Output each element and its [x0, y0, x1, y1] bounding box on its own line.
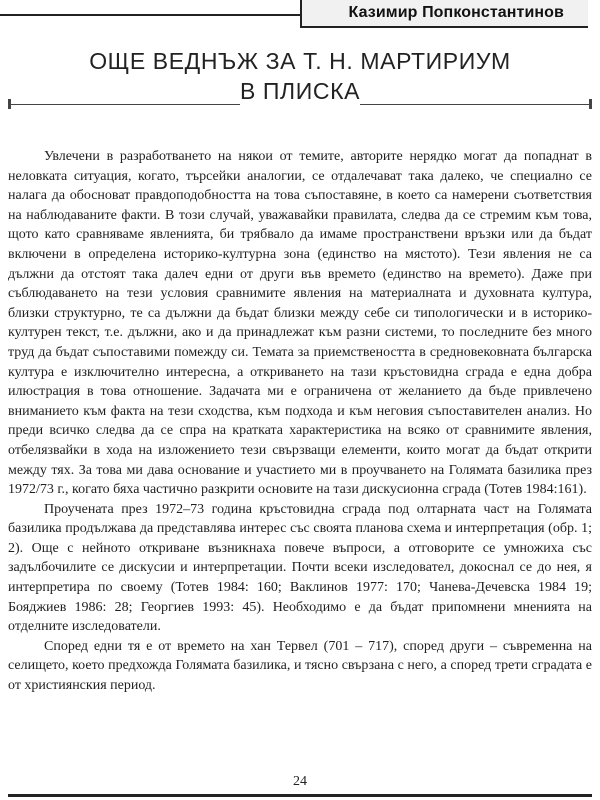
- article-body: [8, 147, 592, 696]
- title-rule-right: [360, 104, 592, 105]
- article-title-line-2: В ПЛИСКА: [239, 78, 361, 104]
- footer-rule: [8, 794, 592, 797]
- article-title-line-1: ОЩЕ ВЕДНЪЖ ЗА Т. Н. МАРТИРИУМ: [89, 48, 511, 74]
- paragraph-2: Проучената през 1972–73 година кръстовидна сграда под олтарната част на Голямата базилика продължава да представлява интерес със своята планова схема и интерпретация (обр. 1; 2). Още с нейното откриване възникнаха повече въпроси, а отговорите се умножиха със задълбочилите се дискусии и интерпретации. Почти всеки изследовател, докоснал се до нея, я интерпретира по своему (Тотев 1984: 160; Ваклинов 1977: 170; Чанева-Дечевска 1984 19; Бояджиев 1986: 28; Георгиев 1993: 45). Необходимо е да бъдат припомнени мненията на отделните изследователи.: [8, 501, 592, 635]
- running-header: [0, 0, 600, 30]
- header-rule: [0, 14, 300, 16]
- paragraph-3: Според едни тя е от времето на хан Тервел (701 – 717), според други – съвременна на селището, което предхожда Голямата базилика, и тясно свързана с него, а според трети сградата е от християнския период.: [8, 638, 592, 694]
- paragraph-1: Увлечени в разработването на някои от темите, авторите нерядко могат да попаднат в неловката ситуация, когато, търсейки аналогии, се отдалечават така далеко, че специално се налага да обосноват правдоподобността на това съпоставяне, в което са намерени съответствия на наблюдаваните факти. В този случай, уважавайки правилата, следва да се стремим към това, щото като сравняваме явленията, би трябвало да имаме пространствени връзки или да бъдат включени в определена историко-културна зона (единство на мястото). Тези явления не са дължни да отстоят така далеч едни от други във времето (единство на времето). Даже при съблюдаването на тези условия сравнимите явления на материалната и духовната култура, близки структурно, те са дължни да бъдат близки между себе си типологически и в историко-културен текст, т.е. дължни, ако и да принадлежат към разни системи, то последните без много труд да бъдат съпоставими помежду си. Темата за приемствеността в средновековната българска култура е изключително интересна, а откриването на тази кръстовидна сграда е една добра илюстрация в това отношение. Задачата ми е ограничена от желанието да бъде привлечено вниманието към факта на тези сходства, към подхода и към неговия съпоставителен анализ. Но преди всичко следва да се спра на кратката характеристика на всяко от сравнимите явления, отбелязвайки в хода на изложението тези свързващи елементи, които могат да бъдат открити между тях. За това ми дава основание и участието ми в проучването на Голямата базилика през 1972/73 г., когато бяха частично разкрити основите на тази дискусионна сграда (Тотев 1984:161).: [8, 149, 592, 498]
- title-rule-right-cap: [589, 99, 592, 109]
- title-rule-left: [8, 104, 240, 105]
- page-number: 24: [293, 774, 307, 789]
- header-author: Казимир Попконстантинов: [348, 4, 564, 21]
